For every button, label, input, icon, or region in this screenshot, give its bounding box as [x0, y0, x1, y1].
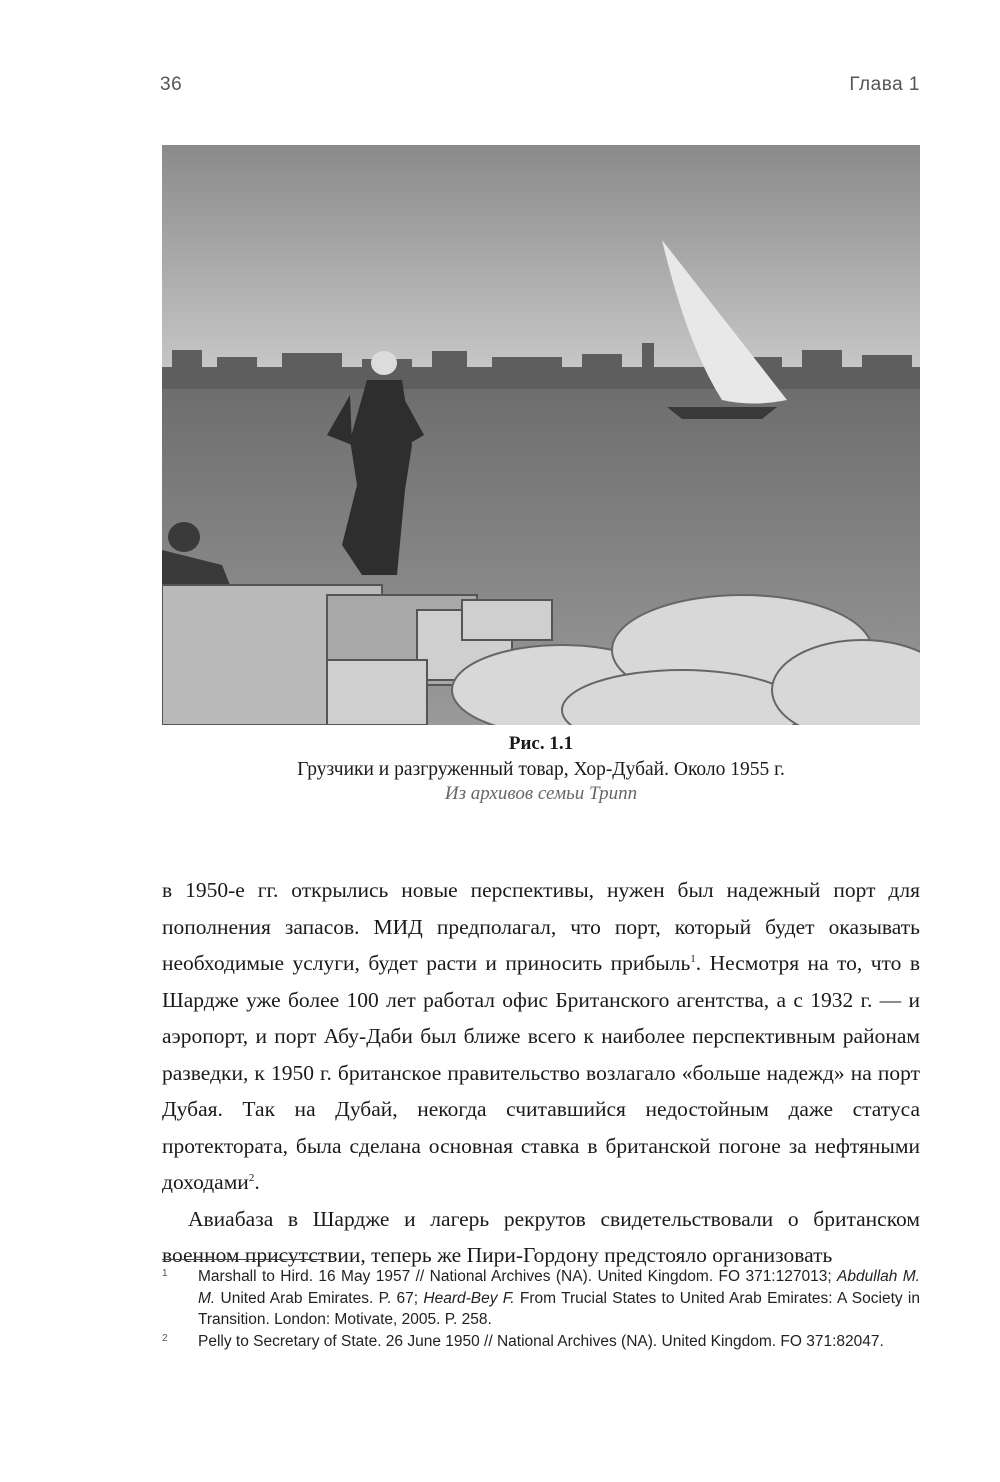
footnote-text — [198, 1266, 920, 1331]
figure-caption — [162, 733, 920, 805]
paragraph-2: Авиабаза в Шардже и лагерь рекрутов свидетельствовали о британском военном присутствии, теперь же Пири-Гордону предстояло организовать — [162, 1206, 920, 1267]
footnote-1 — [162, 1266, 920, 1331]
footnote-1-part-a: Marshall to Hird. 16 May 1957 // National Archives (NA). United Kingdom. FO 371:127013; — [198, 1268, 838, 1285]
body-text — [162, 872, 920, 1274]
figure-label: Рис. 1.1 — [508, 733, 574, 754]
figure-source: Из архивов семьи Трипп — [444, 783, 638, 804]
footnote-1-author-2: Heard-Bey F. — [423, 1289, 515, 1307]
footnote-ref-2[interactable]: 2 — [248, 1171, 255, 1184]
footnote-1-part-e: From Trucial States to United Arab Emirates: A Society in Transition. London: Motivate, 2005. P. 258. — [198, 1289, 920, 1328]
footnote-divider — [162, 1259, 322, 1260]
paragraph-1-part-b: . Несмотря на то, что в Шардже уже более 100 лет работал офис Британского агентства, а с 1932 г. — и аэропорт, и порт Абу-Даби был ближе всего к наиболее перспективным районам разведки, к 1950 г. британское правительство возлагало «больше надежд» на порт Дубая. Так на Дубай, некогда считавшийся недостойным даже статуса протектората, была сделана основная ставка в британской погоне за нефтяными доходами — [162, 951, 921, 1194]
footnote-number: 1 — [162, 1268, 168, 1279]
footnote-ref-1[interactable]: 1 — [690, 952, 696, 965]
figure-photo — [162, 145, 920, 725]
sky — [162, 145, 920, 375]
running-head-chapter: Глава 1 — [849, 74, 920, 95]
paragraph-1 — [162, 872, 920, 1201]
page-number: 36 — [160, 74, 183, 95]
footnote-number: 2 — [162, 1332, 168, 1344]
footnote-2 — [162, 1331, 920, 1353]
footnotes — [162, 1266, 920, 1352]
footnote-1-author-1: Abdullah M. M. — [198, 1268, 920, 1307]
paragraph-1-part-a: в 1950-е гг. открылись новые перспективы, нужен был надежный порт для пополнения запасов. МИД предполагал, что порт, который будет оказывать необходимые услуги, будет расти и приносить прибыль — [162, 878, 920, 975]
paragraph-1-part-c: . — [254, 1170, 260, 1194]
figure-caption-text: Грузчики и разгруженный товар, Хор-Дубай. Около 1955 г. — [297, 759, 785, 780]
footnote-text: Pelly to Secretary of State. 26 June 1950 // National Archives (NA). United Kingdom. FO 371:82047. — [198, 1332, 884, 1350]
footnote-1-part-c: United Arab Emirates. P. 67; — [215, 1289, 424, 1307]
